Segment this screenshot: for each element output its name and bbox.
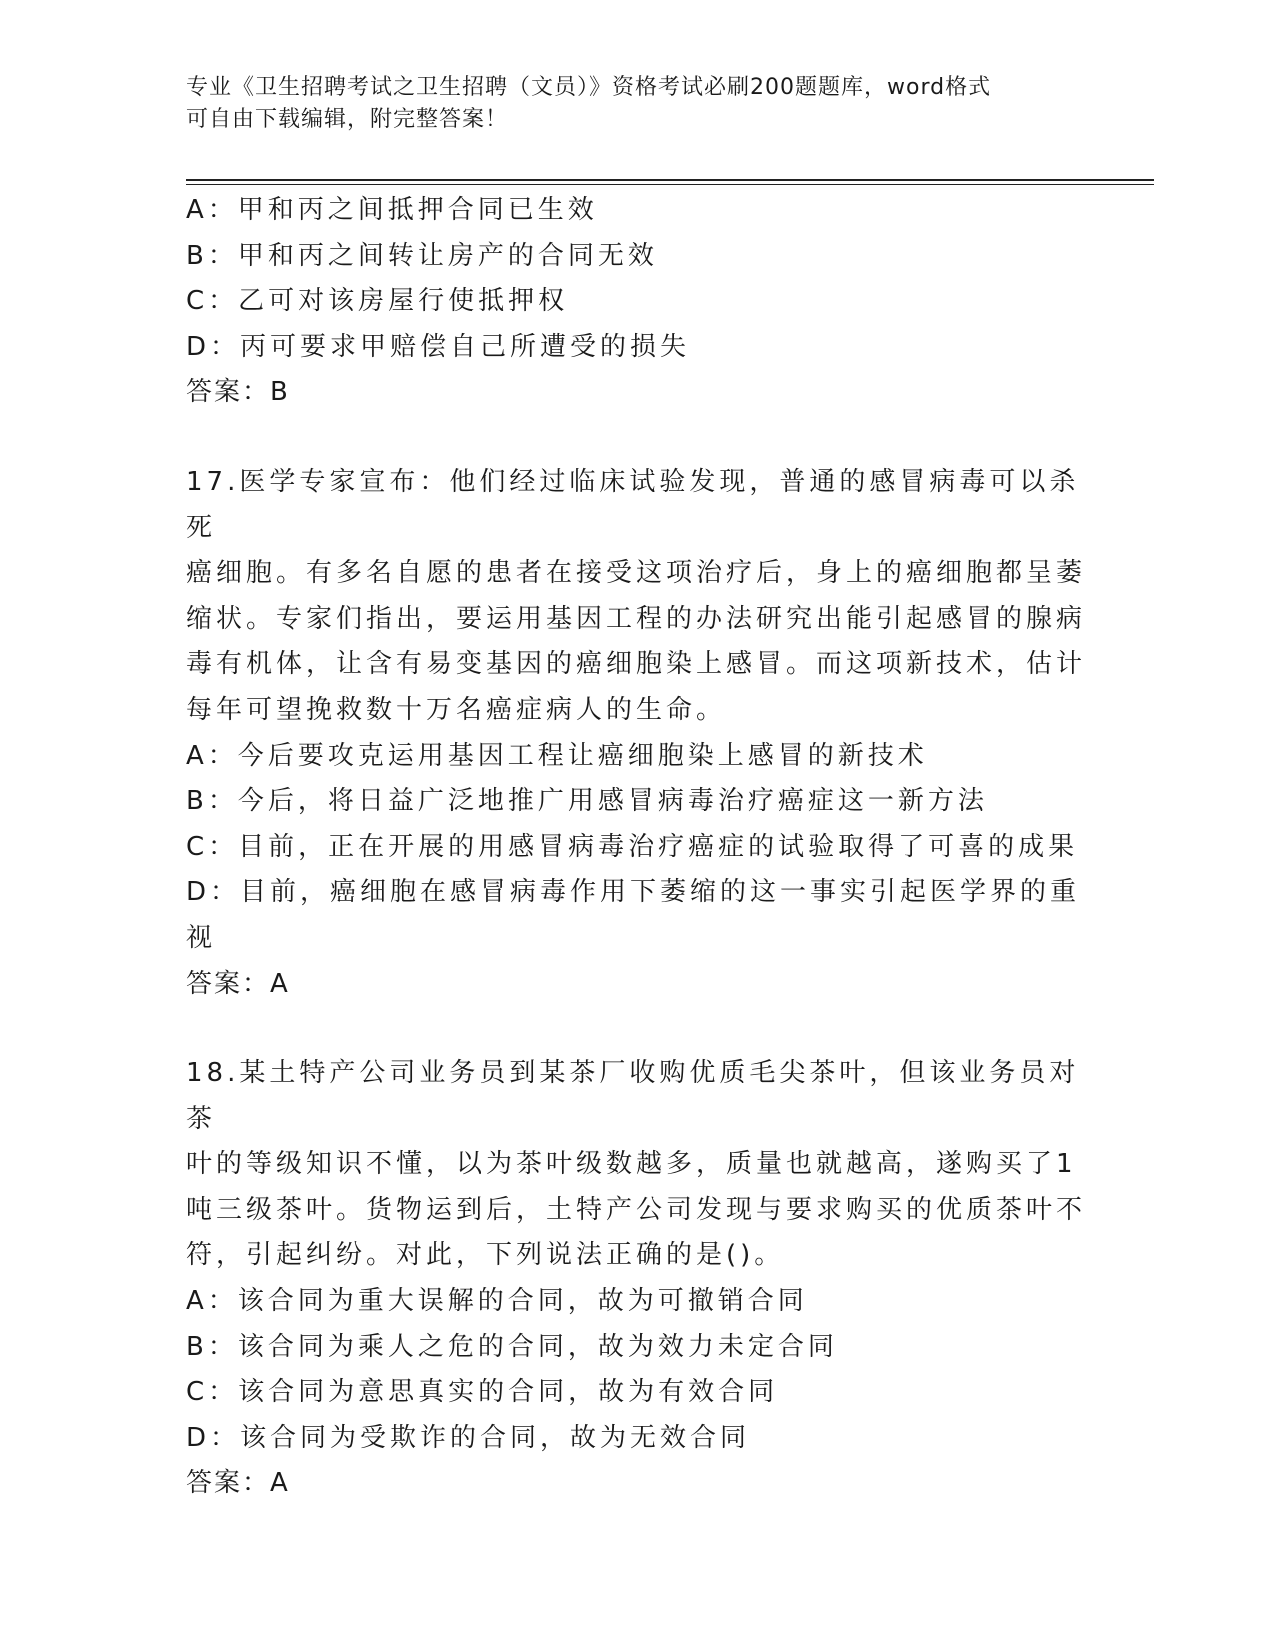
option-c: C：目前，正在开展的用感冒病毒治疗癌症的试验取得了可喜的成果 xyxy=(186,831,1079,862)
question-stem-line: 符，引起纠纷。对此，下列说法正确的是()。 xyxy=(186,1240,785,1271)
header-line-1: 专业《卫生招聘考试之卫生招聘（文员）》资格考试必刷200题题库，word格式 xyxy=(186,75,992,100)
header-rule-thin xyxy=(186,184,1154,185)
answer: 答案：B xyxy=(186,377,290,408)
spacer xyxy=(186,1007,1086,1051)
option-b: B：今后，将日益广泛地推广用感冒病毒治疗癌症这一新方法 xyxy=(186,786,988,817)
question-stem-line: 吨三级茶叶。货物运到后，土特产公司发现与要求购买的优质茶叶不 xyxy=(186,1194,1087,1225)
question-stem-line: 每年可望挽救数十万名癌症病人的生命。 xyxy=(186,694,727,725)
question-17 xyxy=(186,460,1086,1007)
document-body xyxy=(186,188,1086,1507)
option-b: B：该合同为乘人之危的合同，故为效力未定合同 xyxy=(186,1331,838,1362)
option-c: C：乙可对该房屋行使抵押权 xyxy=(186,286,569,317)
option-b: B：甲和丙之间转让房产的合同无效 xyxy=(186,240,658,271)
question-stem-line: 18.某土特产公司业务员到某茶厂收购优质毛尖茶叶，但该业务员对茶 xyxy=(186,1058,1080,1134)
option-d: D：丙可要求甲赔偿自己所遭受的损失 xyxy=(186,331,691,362)
option-a: A：今后要攻克运用基因工程让癌细胞染上感冒的新技术 xyxy=(186,740,928,771)
question-stem-line: 缩状。专家们指出，要运用基因工程的办法研究出能引起感冒的腺病 xyxy=(186,603,1087,634)
header-rule-thick xyxy=(186,179,1154,181)
question-stem-line: 毒有机体，让含有易变基因的癌细胞染上感冒。而这项新技术，估计 xyxy=(186,649,1087,680)
question-16-tail xyxy=(186,188,1086,416)
option-d: D：目前，癌细胞在感冒病毒作用下萎缩的这一事实引起医学界的重视 xyxy=(186,877,1081,953)
answer: 答案：A xyxy=(186,1468,290,1499)
spacer xyxy=(186,416,1086,460)
option-a: A：该合同为重大误解的合同，故为可撤销合同 xyxy=(186,1286,808,1317)
option-d: D：该合同为受欺诈的合同，故为无效合同 xyxy=(186,1422,751,1453)
question-stem-line: 癌细胞。有多名自愿的患者在接受这项治疗后，身上的癌细胞都呈萎 xyxy=(186,558,1087,589)
document-header xyxy=(186,72,1066,136)
header-line-2: 可自由下载编辑，附完整答案！ xyxy=(186,107,509,132)
option-c: C：该合同为意思真实的合同，故为有效合同 xyxy=(186,1377,779,1408)
question-18 xyxy=(186,1051,1086,1507)
option-a: A：甲和丙之间抵押合同已生效 xyxy=(186,195,598,225)
answer: 答案：A xyxy=(186,968,290,999)
question-stem-line: 叶的等级知识不懂，以为茶叶级数越多，质量也就越高，遂购买了1 xyxy=(186,1149,1077,1180)
question-stem-line: 17.医学专家宣布：他们经过临床试验发现，普通的感冒病毒可以杀死 xyxy=(186,466,1080,543)
